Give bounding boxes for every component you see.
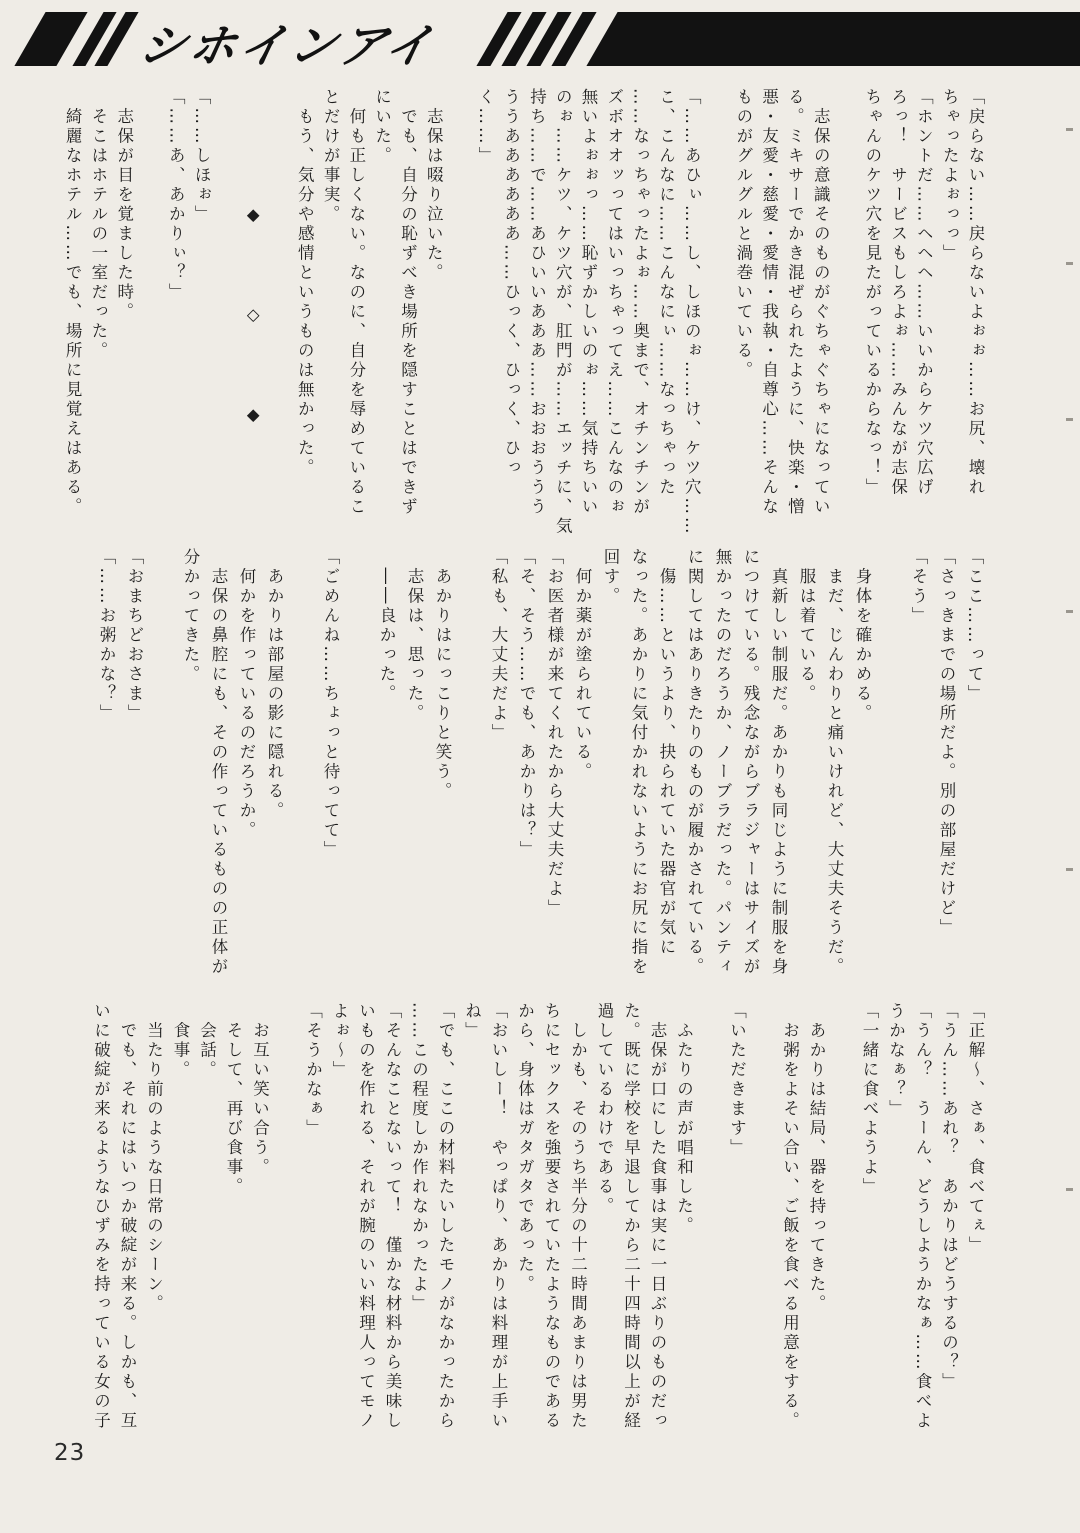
text-column: ……なっちゃったよぉ……奥まで、オチンチンが — [630, 88, 650, 517]
text-column: ちゃんのケツ穴を見たがっているからなっ！」 — [862, 88, 882, 498]
text-column: なった。あかりに気付かれないようにお尻に指を — [629, 548, 648, 977]
text-column: いものを作れる、それが腕のいい料理人ってモノ — [356, 1002, 376, 1431]
text-column: 「正解〜、さぁ、食べてぇ」 — [966, 1002, 985, 1256]
text-column: 傷……というより、抉られていた器官が気に — [657, 548, 676, 958]
text-column — [446, 88, 472, 540]
text-column: につけている。残念ながらブラジャーはサイズが — [741, 548, 760, 977]
text-column — [697, 1002, 724, 1464]
scan-noise — [1066, 128, 1073, 131]
text-column — [704, 88, 730, 540]
text-column: 回す。 — [601, 548, 620, 607]
text-column: こ、こんなに……こんなにぃ……なっちゃった — [656, 88, 676, 498]
text-column: ね」 — [462, 1002, 482, 1041]
text-column: 「うん……あれ？ あかりはどうするの？」 — [939, 1002, 959, 1392]
text-column — [876, 548, 904, 996]
text-column: 志保の鼻腔にも、その作っているものの正体が — [209, 548, 228, 977]
text-column: 「私も、大丈夫だよ」 — [489, 548, 508, 743]
text-column: 「一緒に食べようよ」 — [860, 1002, 879, 1197]
text-column — [148, 548, 176, 996]
text-column: 悪・友愛・慈愛・愛情・我執・自尊心……そんな — [759, 88, 779, 517]
banner-bar — [586, 12, 1080, 66]
text-column: 「お医者様が来てくれたから大丈夫だよ」 — [545, 548, 564, 919]
text-column: お互い笑い合う。 — [250, 1002, 270, 1178]
text-column: 「そう」 — [909, 548, 928, 626]
text-column: 「そ、そう……でも、あかりは？」 — [517, 548, 536, 860]
text-column: る。ミキサーでかき混ぜられたように、快楽・憎 — [785, 88, 805, 517]
text-column: でも、自分の恥ずべき場所を隠すことはできず — [398, 88, 418, 517]
text-column: いに破綻が来るようなひずみを持っている女の子 — [91, 1002, 111, 1431]
text-column: 「……あ、あかりぃ？」 — [166, 88, 186, 303]
text-column: ――良かった。 — [377, 548, 396, 704]
text-column: 志保は啜り泣いた。 — [424, 88, 444, 283]
text-column: 「そんなことないって！ 僅かな材料から美味し — [383, 1002, 402, 1431]
scan-noise — [1066, 262, 1073, 265]
text-column: 無いよぉぉっ……恥ずかしいのぉ……気持ちいい — [579, 88, 599, 517]
text-column: 何か薬が塗られている。 — [573, 548, 592, 782]
text-column: まだ、じんわりと痛いけれど、大丈夫そうだ。 — [825, 548, 844, 977]
text-column: ろっ！ サービスもしろよぉ……みんなが志保 — [888, 88, 908, 498]
logo-title: シホインアイ — [133, 19, 441, 74]
scan-noise — [1066, 1188, 1073, 1191]
text-column: 「ホントだ……ヘヘヘ……いいからケツ穴広げ — [914, 88, 934, 498]
text-column: ……この程度しか作れなかったよ」 — [409, 1002, 429, 1314]
text-column: あかりはにっこりと笑う。 — [433, 548, 452, 802]
text-column: 持ち……で……あひいいあああ……おおおううう — [527, 88, 547, 517]
text-column: 「おいしー！ やっぱり、あかりは料理が上手い — [489, 1002, 508, 1431]
text-column: しかも、そのうち半分の十二時間あまりは男た — [568, 1002, 588, 1431]
text-column: ううああああああ……ひっく、ひっく、ひっく……」 — [475, 88, 521, 478]
text-column — [266, 88, 292, 540]
text-column: よぉ〜」 — [330, 1002, 349, 1080]
text-column: ちにセックスを強要されていたようなものである — [542, 1002, 561, 1431]
text-column: そして、再び食事。 — [224, 1002, 243, 1197]
text-column: 過しているわけである。 — [595, 1002, 614, 1217]
text-column: 当たり前のような日常のシーン。 — [144, 1002, 164, 1314]
text-column — [344, 548, 372, 996]
text-column: 志保が目を覚ました時。 — [114, 88, 134, 322]
page-number: 23 — [54, 1440, 86, 1466]
text-column — [273, 1002, 300, 1464]
text-column: 「……あひぃ……し、しほのぉ……け、ケツ穴…… — [682, 88, 702, 537]
text-column: うかなぁ？」 — [886, 1002, 906, 1119]
text-column: 「……お粥かな？」 — [97, 548, 116, 724]
text-column: ズボオオッってはいっちゃってえ……こんなのぉ — [604, 88, 624, 517]
text-column: のぉ……ケツ、ケツ穴が、肛門が……エッチに、気 — [553, 88, 573, 537]
text-column — [137, 88, 163, 540]
text-column: 何も正しくない。なのに、自分を辱めているこ — [346, 88, 366, 517]
text-band-top — [63, 88, 988, 540]
text-band-bottom — [85, 1002, 988, 1464]
text-column: 真新しい制服だ。あかりも同じように制服を身 — [769, 548, 788, 977]
text-column: でも、それにはいつか破綻が来る。しかも、互 — [118, 1002, 137, 1431]
text-column: 「さっきまでの場所だよ。別の部屋だけど」 — [937, 548, 956, 938]
scan-noise — [1066, 868, 1073, 871]
text-column: 「そうかなぁ」 — [303, 1002, 323, 1139]
text-column: た。既に学校を早退してから二十四時間以上が経 — [621, 1002, 641, 1431]
text-column: 「いただきます」 — [727, 1002, 747, 1158]
text-column: ちゃったよぉっっ」 — [940, 88, 960, 264]
text-column: 「ごめんね……ちょっと待ってて」 — [321, 548, 340, 860]
text-column: 「おまちどおさま」 — [125, 548, 144, 724]
text-column: 食事。 — [171, 1002, 190, 1080]
text-column: 分かってきた。 — [181, 548, 200, 685]
text-column: 「戻らない……戻らないよぉぉ……お尻、壊れ — [966, 88, 985, 498]
text-column: 服は着ている。 — [797, 548, 816, 704]
text-column: 無かったのだろうか、ノーブラだった。パンティ — [713, 548, 732, 977]
title-banner — [0, 8, 1080, 74]
text-column — [833, 88, 859, 540]
text-column: 志保が口にした食事は実に一日ぶりのものだっ — [648, 1002, 667, 1431]
text-column: 会話。 — [197, 1002, 217, 1080]
text-column — [829, 1002, 856, 1464]
text-column: に関してはありきたりのものが履かされている。 — [685, 548, 704, 977]
text-column: もう、気分や感情というものは無かった。 — [295, 88, 315, 478]
text-column: 「でも、ここの材料たいしたモノがなかったから — [436, 1002, 455, 1431]
text-column: 「うん？ うーん、どうしようかなぁ……食べよ — [913, 1002, 932, 1431]
text-column — [456, 548, 484, 996]
text-column — [750, 1002, 777, 1464]
text-column: 身体を確かめる。 — [853, 548, 872, 724]
text-column: とだけが事実。 — [321, 88, 341, 225]
text-column: 綺麗なホテル……でも、場所に見覚えはある。 — [63, 88, 83, 517]
text-column: にいた。 — [372, 88, 392, 166]
text-column: あかりは結局、器を持ってきた。 — [807, 1002, 826, 1314]
text-column: ものがグルグルと渦巻いている。 — [733, 88, 753, 381]
text-column: 「……しほぉ」 — [192, 88, 212, 225]
scan-noise — [1066, 610, 1073, 613]
text-column: ◆ ◇ ◆ — [243, 88, 263, 427]
text-column: 何かを作っているのだろうか。 — [237, 548, 256, 841]
text-column: そこはホテルの一室だった。 — [88, 88, 108, 361]
text-band-middle — [85, 548, 988, 996]
text-column — [214, 88, 240, 540]
text-column: 志保は、思った。 — [405, 548, 424, 724]
text-column: お粥をよそい合い、ご飯を食べる用意をする。 — [780, 1002, 800, 1431]
text-column: ふたりの声が唱和した。 — [674, 1002, 694, 1236]
text-column: あかりは部屋の影に隠れる。 — [265, 548, 284, 821]
text-column: から、身体はガタガタであった。 — [515, 1002, 535, 1295]
text-column — [288, 548, 316, 996]
text-column: 志保の意識そのものがぐちゃぐちゃになってい — [811, 88, 831, 517]
scan-noise — [1066, 418, 1073, 421]
text-column: 「ここ……って」 — [965, 548, 984, 704]
